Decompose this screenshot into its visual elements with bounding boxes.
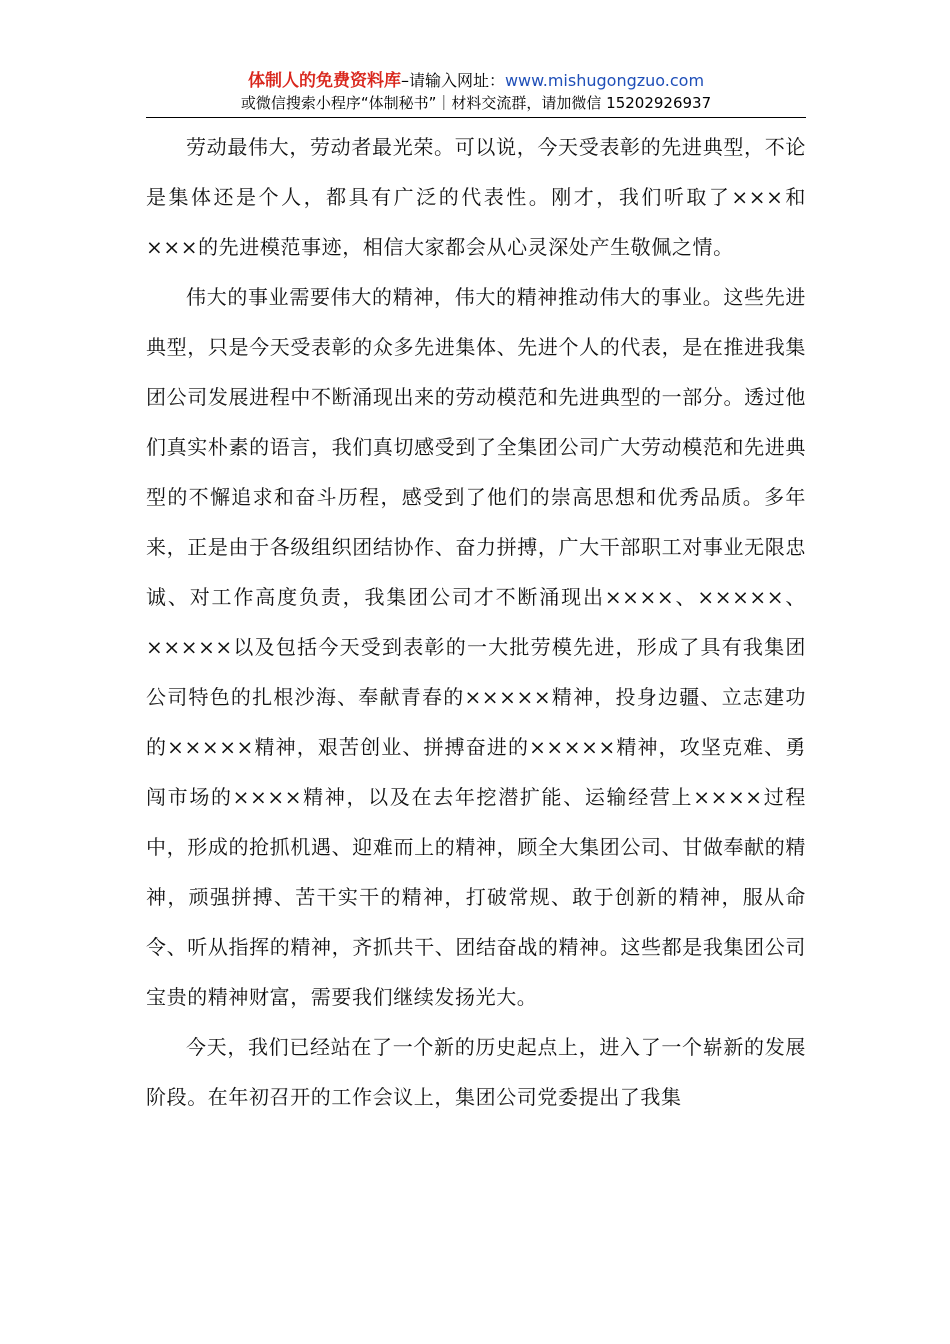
page-header	[146, 70, 806, 114]
header-line-2: 或微信搜索小程序“体制秘书”｜材料交流群，请加微信 15202926937	[240, 94, 712, 112]
paragraph: 劳动最伟大，劳动者最光荣。可以说，今天受表彰的先进典型，不论是集体还是个人，都具有广泛的代表性。刚才，我们听取了×××和×××的先进模范事迹，相信大家都会从心灵深处产生敬佩之情。	[146, 135, 806, 259]
paragraph: 今天，我们已经站在了一个新的历史起点上，进入了一个崭新的发展阶段。在年初召开的工作会议上，集团公司党委提出了我集	[146, 1035, 806, 1109]
header-line-1	[146, 70, 806, 92]
document-body	[146, 122, 806, 1122]
brand-title: 体制人的免费资料库	[247, 71, 401, 91]
header-divider	[146, 117, 806, 118]
url-prompt: –请输入网址：	[400, 71, 505, 90]
website-link[interactable]: www.mishugongzuo.com	[504, 71, 705, 90]
paragraph: 伟大的事业需要伟大的精神，伟大的精神推动伟大的事业。这些先进典型，只是今天受表彰的众多先进集体、先进个人的代表，是在推进我集团公司发展进程中不断涌现出来的劳动模范和先进典型的一部分。透过他们真实朴素的语言，我们真切感受到了全集团公司广大劳动模范和先进典型的不懈追求和奋斗历程，感受到了他们的崇高思想和优秀品质。多年来，正是由于各级组织团结协作、奋力拼搏，广大干部职工对事业无限忠诚、对工作高度负责，我集团公司才不断涌现出××××、×××××、×××××以及包括今天受到表彰的一大批劳模先进，形成了具有我集团公司特色的扎根沙海、奉献青春的×××××精神，投身边疆、立志建功的×××××精神，艰苦创业、拼搏奋进的×××××精神，攻坚克难、勇闯市场的××××精神，以及在去年挖潜扩能、运输经营上××××过程中，形成的抢抓机遇、迎难而上的精神，顾全大集团公司、甘做奉献的精神，顽强拼搏、苦干实干的精神，打破常规、敢于创新的精神，服从命令、听从指挥的精神，齐抓共干、团结奋战的精神。这些都是我集团公司宝贵的精神财富，需要我们继续发扬光大。	[146, 285, 806, 1009]
